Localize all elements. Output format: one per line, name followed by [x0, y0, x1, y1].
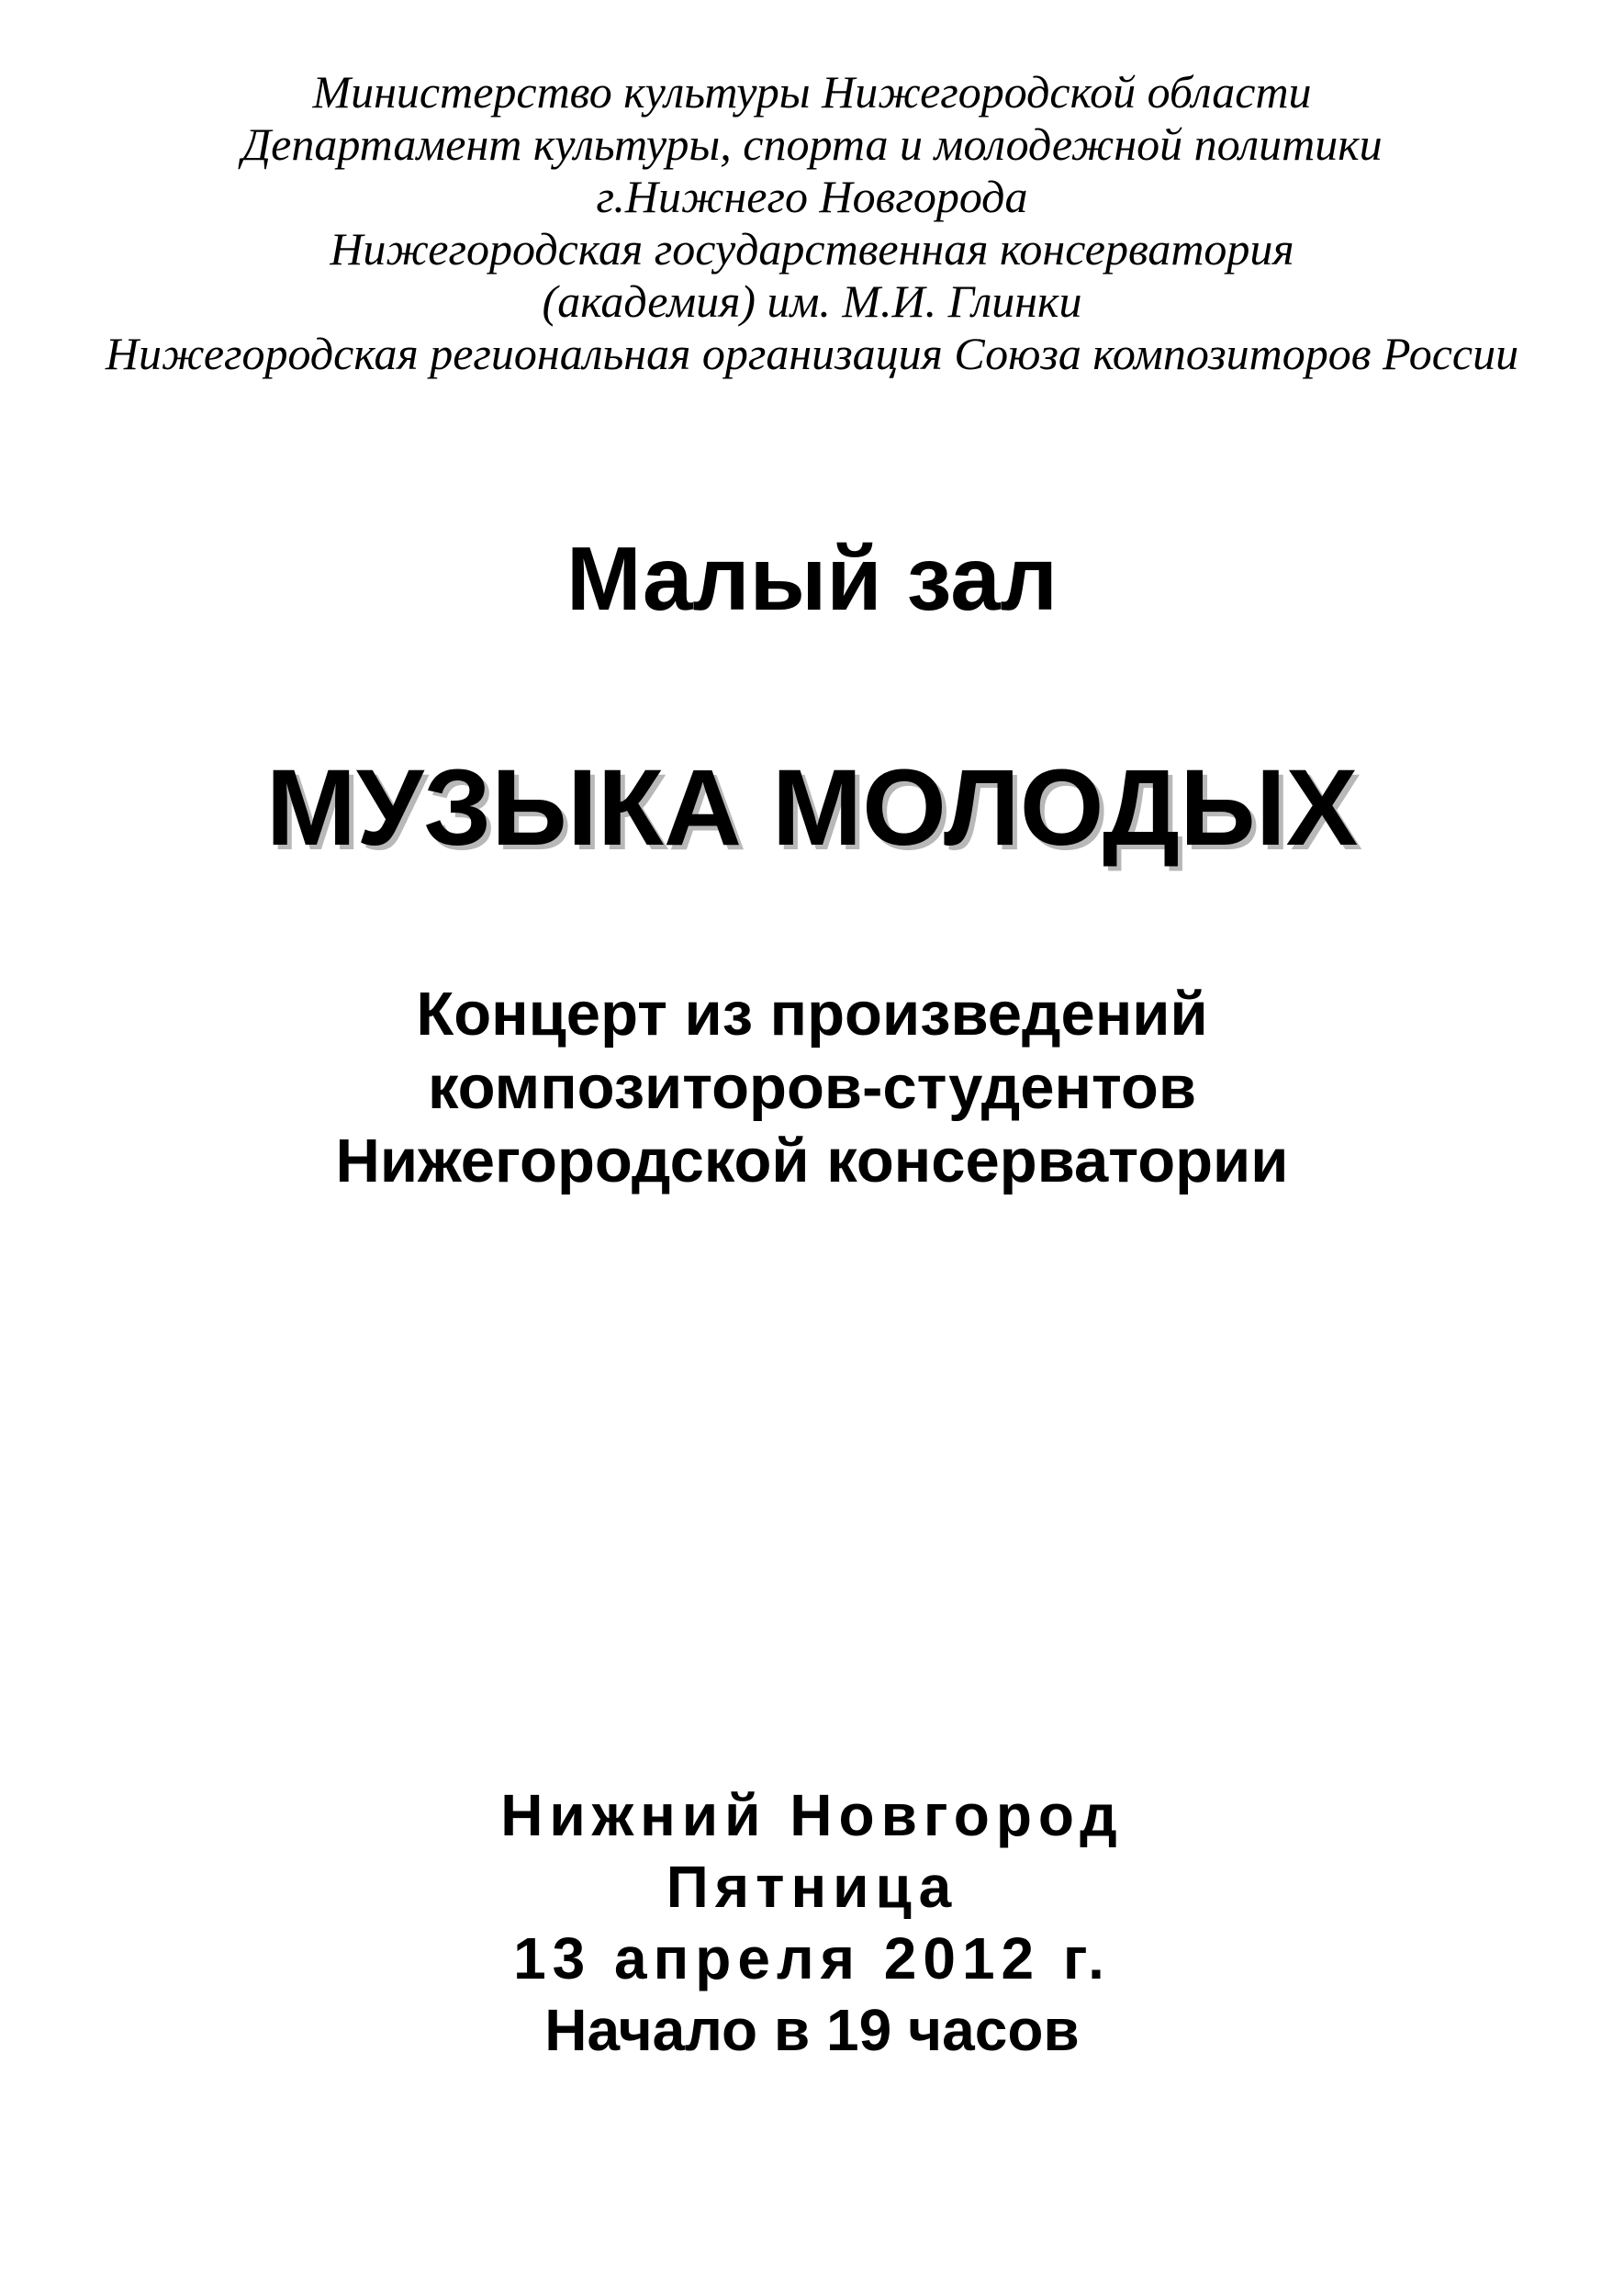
- event-details: [0, 1779, 1624, 2066]
- start-time: Начало в 19 часов: [544, 1997, 1080, 2063]
- organizer-line: г.Нижнего Новгорода: [596, 171, 1028, 222]
- organizer-line: (академия) им. М.И. Глинки: [542, 275, 1082, 327]
- subtitle-line: Концерт из произведений: [416, 980, 1208, 1049]
- organizer-line: Министерство культуры Нижегородской области: [312, 66, 1312, 118]
- hall-name: Малый зал: [566, 528, 1058, 629]
- organizers-block: [0, 66, 1624, 380]
- organizer-line: Нижегородская региональная организация Союза композиторов России: [105, 328, 1519, 379]
- weekday: Пятница: [666, 1854, 958, 1920]
- organizer-line: Нижегородская государственная консерватория: [330, 223, 1294, 275]
- subtitle-line: композиторов-студентов: [427, 1053, 1197, 1122]
- city: Нижний Новгород: [500, 1782, 1124, 1848]
- subtitle-line: Нижегородской консерватории: [335, 1127, 1289, 1195]
- organizer-line: Департамент культуры, спорта и молодежной политики: [241, 118, 1383, 170]
- event-date: 13 апреля 2012 г.: [513, 1925, 1111, 1991]
- concert-title: МУЗЫКА МОЛОДЫХ: [265, 747, 1359, 869]
- concert-subtitle: [0, 978, 1624, 1198]
